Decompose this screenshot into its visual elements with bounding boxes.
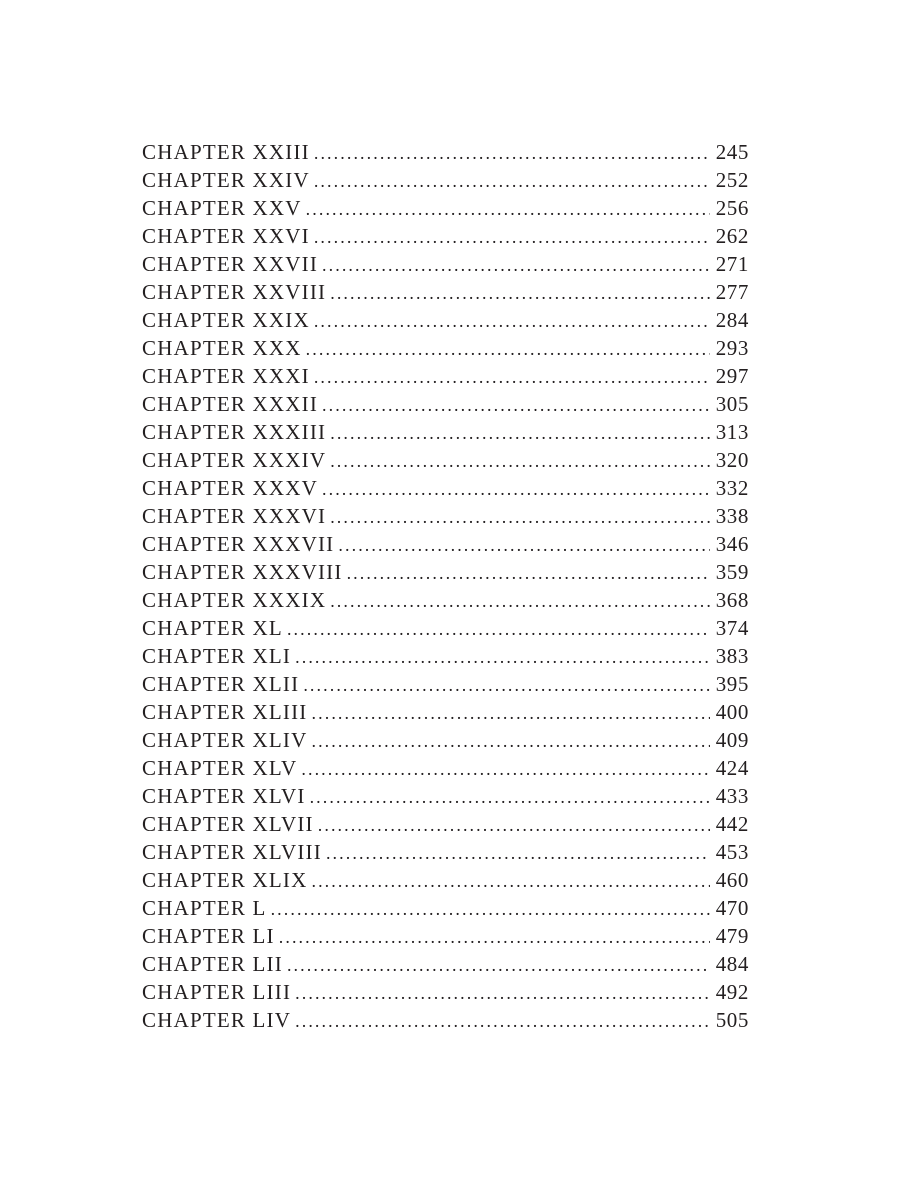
page-number: 252 [715,168,749,192]
page-number: 293 [715,336,749,360]
chapter-title: CHAPTER XXXVIII [142,560,343,584]
chapter-title: CHAPTER XLVI [142,784,306,808]
page-number: 271 [715,252,749,276]
chapter-title: CHAPTER XXVII [142,252,319,276]
toc-entry[interactable] [142,166,749,194]
page-number: 346 [715,532,749,556]
page-number: 470 [715,896,749,920]
chapter-title: CHAPTER XXXIII [142,420,327,444]
dot-leader [301,755,709,782]
dot-leader [314,139,710,166]
toc-entry[interactable] [142,586,749,614]
chapter-title: CHAPTER LI [142,924,275,948]
toc-entry[interactable] [142,1006,749,1034]
page-number: 256 [715,196,749,220]
dot-leader [330,279,709,306]
dot-leader [311,867,709,894]
dot-leader [326,839,710,866]
page-number: 368 [715,588,749,612]
page-number: 297 [715,364,749,388]
page-number: 479 [715,924,749,948]
page-number: 492 [715,980,749,1004]
chapter-title: CHAPTER XXIX [142,308,310,332]
page-number: 409 [715,728,749,752]
chapter-title: CHAPTER XLI [142,644,292,668]
page-number: 305 [715,392,749,416]
toc-entry[interactable] [142,222,749,250]
chapter-title: CHAPTER XXXVI [142,504,327,528]
dot-leader [310,783,710,810]
chapter-title: CHAPTER XXXV [142,476,318,500]
chapter-title: CHAPTER XXXIV [142,448,327,472]
toc-entry[interactable] [142,334,749,362]
chapter-title: CHAPTER L [142,896,267,920]
page-number: 424 [715,756,749,780]
dot-leader [303,671,709,698]
chapter-title: CHAPTER XXVI [142,224,310,248]
dot-leader [271,895,710,922]
dot-leader [347,559,710,586]
page-number: 359 [715,560,749,584]
toc-entry[interactable] [142,558,749,586]
page-number: 400 [715,700,749,724]
toc-entry[interactable] [142,894,749,922]
dot-leader [314,307,710,334]
dot-leader [314,223,710,250]
page-number: 383 [715,644,749,668]
dot-leader [306,195,710,222]
toc-entry[interactable] [142,390,749,418]
toc-entry[interactable] [142,642,749,670]
chapter-title: CHAPTER XXXII [142,392,319,416]
dot-leader [322,475,710,502]
toc-entry[interactable] [142,922,749,950]
dot-leader [318,811,710,838]
toc-entry[interactable] [142,362,749,390]
toc-entry[interactable] [142,194,749,222]
page-number: 460 [715,868,749,892]
toc-entry[interactable] [142,978,749,1006]
chapter-title: CHAPTER XLIX [142,868,308,892]
chapter-title: CHAPTER XXXI [142,364,310,388]
toc-entry[interactable] [142,250,749,278]
toc-entry[interactable] [142,138,749,166]
page-number: 453 [715,840,749,864]
chapter-title: CHAPTER XXXIX [142,588,327,612]
page-number: 332 [715,476,749,500]
dot-leader [330,447,710,474]
chapter-title: CHAPTER XLIII [142,700,308,724]
toc-entry[interactable] [142,418,749,446]
dot-leader [330,419,709,446]
page-number: 395 [715,672,749,696]
chapter-title: CHAPTER XXX [142,336,302,360]
chapter-title: CHAPTER XLIV [142,728,308,752]
chapter-title: CHAPTER LIII [142,980,292,1004]
chapter-title: CHAPTER XLVII [142,812,314,836]
page-number: 245 [715,140,749,164]
dot-leader [314,167,710,194]
dot-leader [295,643,710,670]
toc-entry[interactable] [142,670,749,698]
toc-entry[interactable] [142,782,749,810]
dot-leader [312,699,710,726]
page-number: 505 [715,1008,749,1032]
table-of-contents [142,138,749,1034]
toc-entry[interactable] [142,698,749,726]
page-number: 284 [715,308,749,332]
toc-entry[interactable] [142,278,749,306]
page-number: 484 [715,952,749,976]
chapter-title: CHAPTER XLVIII [142,840,322,864]
chapter-title: CHAPTER XXVIII [142,280,327,304]
toc-entry[interactable] [142,502,749,530]
dot-leader [338,531,709,558]
dot-leader [314,363,710,390]
dot-leader [287,951,710,978]
dot-leader [306,335,710,362]
chapter-title: CHAPTER XXIII [142,140,310,164]
dot-leader [295,979,710,1006]
toc-entry[interactable] [142,446,749,474]
page-number: 433 [715,784,749,808]
dot-leader [311,727,709,754]
dot-leader [287,615,710,642]
toc-entry[interactable] [142,530,749,558]
chapter-title: CHAPTER XL [142,616,283,640]
toc-entry[interactable] [142,950,749,978]
dot-leader [330,587,710,614]
dot-leader [330,503,710,530]
toc-entry[interactable] [142,474,749,502]
toc-entry[interactable] [142,838,749,866]
page-number: 262 [715,224,749,248]
page-number: 374 [715,616,749,640]
toc-entry[interactable] [142,754,749,782]
dot-leader [322,251,710,278]
chapter-title: CHAPTER XXIV [142,168,310,192]
chapter-title: CHAPTER XLV [142,756,298,780]
dot-leader [322,391,710,418]
toc-entry[interactable] [142,866,749,894]
page-number: 442 [715,812,749,836]
chapter-title: CHAPTER LII [142,952,283,976]
chapter-title: CHAPTER XXV [142,196,302,220]
chapter-title: CHAPTER LIV [142,1008,292,1032]
toc-entry[interactable] [142,810,749,838]
page-number: 338 [715,504,749,528]
page-number: 320 [715,448,749,472]
toc-entry[interactable] [142,614,749,642]
dot-leader [295,1007,710,1034]
dot-leader [279,923,710,950]
page-number: 313 [715,420,749,444]
chapter-title: CHAPTER XXXVII [142,532,335,556]
page-number: 277 [715,280,749,304]
toc-entry[interactable] [142,306,749,334]
chapter-title: CHAPTER XLII [142,672,300,696]
toc-entry[interactable] [142,726,749,754]
